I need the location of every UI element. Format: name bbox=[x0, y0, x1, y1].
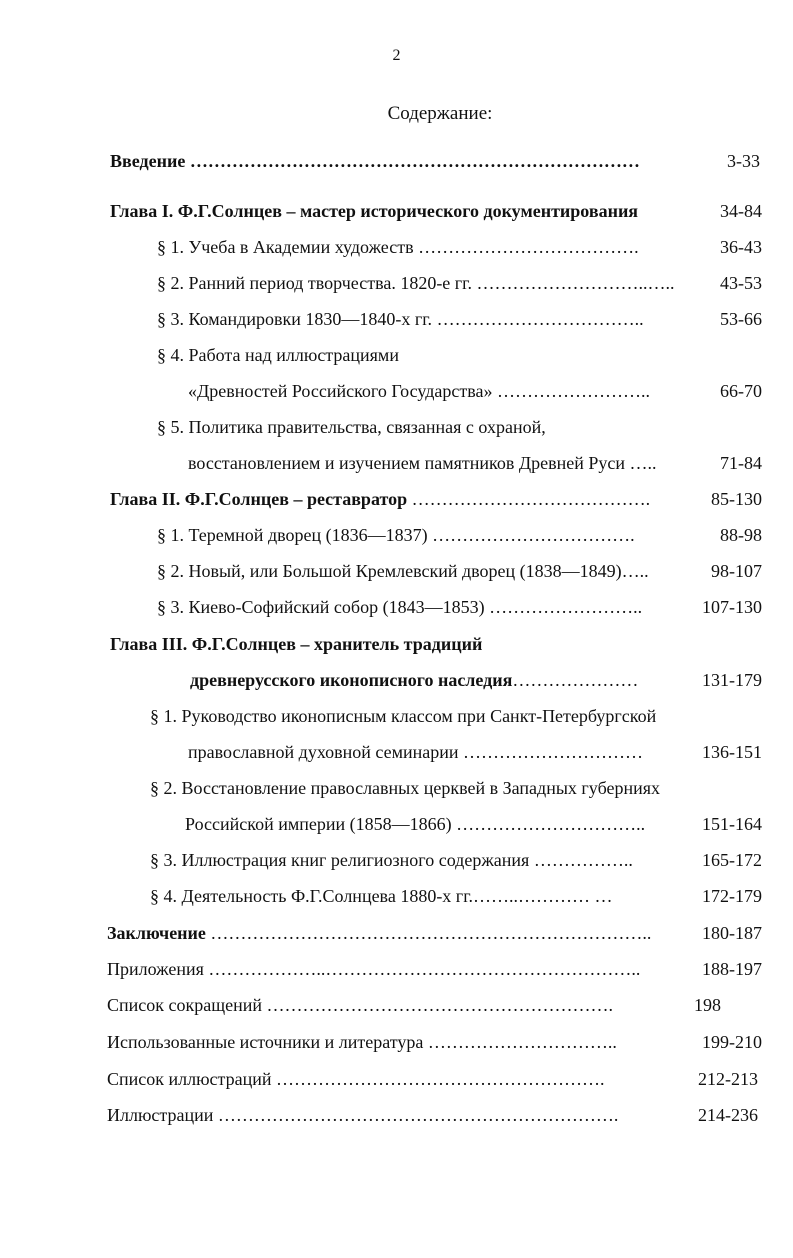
toc-leader: ………………………………………………. bbox=[271, 1069, 605, 1089]
toc-entry-pages: 212-213 bbox=[698, 1069, 758, 1089]
toc-entry-ch3-sec4[interactable] bbox=[150, 883, 762, 909]
toc-entry-text: Глава II. Ф.Г.Солнцев – реставратор bbox=[110, 489, 408, 509]
toc-entry-ch1-sec5-line2[interactable] bbox=[188, 450, 762, 476]
toc-entry-text: Введение bbox=[110, 151, 186, 171]
toc-leader: …………………….. bbox=[484, 597, 643, 617]
toc-entry-text: § 2. Новый, или Большой Кремлевский дворец (1838—1849) bbox=[157, 561, 622, 581]
toc-entry-illustrations[interactable] bbox=[107, 1102, 758, 1128]
toc-entry-ch1-sec5-line1[interactable] bbox=[157, 414, 762, 440]
toc-leader: …………………………….. bbox=[432, 309, 644, 329]
toc-leader: ……………………………. bbox=[427, 525, 635, 545]
toc-leader: ………………………….. bbox=[423, 1032, 617, 1052]
toc-entry-ch3-sec2-line2[interactable] bbox=[185, 811, 762, 837]
toc-entry-pages: 3-33 bbox=[727, 151, 760, 171]
toc-entry-text: § 5. Политика правительства, связанная с охраной, bbox=[157, 417, 546, 437]
toc-entry-pages: 36-43 bbox=[720, 237, 762, 257]
toc-entry-text: § 1. Теремной дворец (1836—1837) bbox=[157, 525, 428, 545]
toc-entry-text: Глава I. Ф.Г.Солнцев – мастер исторического документирования bbox=[110, 201, 639, 221]
page-number: 2 bbox=[392, 47, 401, 64]
toc-leader: …………………………………………………………. bbox=[213, 1105, 619, 1125]
toc-leader: ………………………………………………………………… bbox=[189, 151, 640, 171]
toc-entry-text: § 4. Деятельность Ф.Г.Солнцева 1880-х гг. bbox=[150, 886, 474, 906]
page-title: Содержание: bbox=[387, 103, 493, 124]
toc-entry-text: § 1. Руководство иконописным классом при Санкт-Петербургской bbox=[150, 706, 657, 726]
toc-entry-ch3-sec1-line1[interactable] bbox=[150, 703, 762, 729]
toc-entry-pages: 34-84 bbox=[720, 201, 762, 221]
toc-entry-text: Заключение bbox=[107, 923, 206, 943]
toc-entry-text: древнерусского иконописного наследия bbox=[190, 670, 513, 690]
toc-entry-text: православной духовной семинарии bbox=[188, 742, 459, 762]
toc-entry-text: Приложения bbox=[107, 959, 204, 979]
toc-entry-text: § 2. Восстановление православных церквей в Западных губерниях bbox=[150, 778, 661, 798]
toc-entry-ch2-sec1[interactable] bbox=[157, 522, 762, 548]
toc-entry-text: Использованные источники и литература bbox=[107, 1032, 424, 1052]
toc-leader: ………………………… bbox=[458, 742, 644, 762]
toc-leader: ……………………………………………………………….. bbox=[205, 923, 652, 943]
toc-leader: ………………………….. bbox=[451, 814, 646, 834]
toc-entry-ch3-sec2-line1[interactable] bbox=[150, 775, 762, 801]
toc-entry-text: § 3. Командировки 1830—1840-х гг. bbox=[157, 309, 433, 329]
toc-entry-pages: 98-107 bbox=[711, 561, 762, 581]
toc-entry-chapter-3-line2[interactable] bbox=[190, 667, 762, 693]
toc-leader: …………….. bbox=[529, 850, 633, 870]
toc-entry-abbreviations[interactable] bbox=[107, 992, 762, 1018]
toc-entry-sources[interactable] bbox=[107, 1029, 762, 1055]
toc-entry-pages: 88-98 bbox=[720, 525, 762, 545]
toc-entry-text: Глава III. Ф.Г.Солнцев – хранитель традиций bbox=[110, 634, 483, 654]
toc-entry-illustrations-list[interactable] bbox=[107, 1066, 758, 1092]
toc-entry-chapter-3-line1[interactable] bbox=[110, 631, 762, 657]
toc-entry-pages: 198 bbox=[694, 995, 721, 1015]
toc-entry-text: «Древностей Российского Государства» bbox=[188, 381, 493, 401]
toc-entry-ch3-sec3[interactable] bbox=[150, 847, 762, 873]
toc-entry-text: Список сокращений bbox=[107, 995, 262, 1015]
toc-entry-pages: 180-187 bbox=[702, 923, 762, 943]
toc-entry-appendices[interactable] bbox=[107, 956, 762, 982]
toc-entry-pages: 188-197 bbox=[702, 959, 762, 979]
toc-leader: ………………………..….. bbox=[472, 273, 675, 293]
toc-entry-text: § 2. Ранний период творчества. 1820-е гг. bbox=[157, 273, 473, 293]
toc-leader: …………………………………………………. bbox=[261, 995, 613, 1015]
toc-entry-text: § 4. Работа над иллюстрациями bbox=[157, 345, 399, 365]
toc-entry-pages: 131-179 bbox=[702, 670, 762, 690]
toc-entry-pages: 214-236 bbox=[698, 1105, 758, 1125]
toc-entry-ch1-sec2[interactable] bbox=[157, 270, 762, 296]
toc-entry-ch1-sec3[interactable] bbox=[157, 306, 762, 332]
toc-entry-pages: 172-179 bbox=[702, 886, 762, 906]
toc-leader: ….. bbox=[624, 453, 657, 473]
toc-entry-chapter-1[interactable] bbox=[110, 198, 762, 224]
toc-entry-ch2-sec3[interactable] bbox=[157, 594, 762, 620]
toc-entry-ch1-sec4-line2[interactable] bbox=[188, 378, 762, 404]
toc-leader: …………………….. bbox=[492, 381, 650, 401]
toc-entry-text: § 3. Киево-Софийский собор (1843—1853) bbox=[157, 597, 485, 617]
toc-entry-ch3-sec1-line2[interactable] bbox=[188, 739, 762, 765]
toc-entry-ch1-sec4-line1[interactable] bbox=[157, 342, 762, 368]
toc-entry-pages: 165-172 bbox=[702, 850, 762, 870]
toc-entry-pages: 66-70 bbox=[720, 381, 762, 401]
toc-leader: ………………… bbox=[512, 670, 639, 690]
toc-entry-text: Иллюстрации bbox=[107, 1105, 214, 1125]
toc-entry-text: § 3. Иллюстрация книг религиозного содержания bbox=[150, 850, 530, 870]
toc-entry-text: восстановлением и изучением памятников Древней Руси bbox=[188, 453, 625, 473]
toc-leader: …………………………………. bbox=[407, 489, 651, 509]
toc-entry-pages: 53-66 bbox=[720, 309, 762, 329]
toc-entry-pages: 71-84 bbox=[720, 453, 762, 473]
toc-entry-pages: 136-151 bbox=[702, 742, 762, 762]
toc-entry-ch2-sec2[interactable] bbox=[157, 558, 762, 584]
toc-entry-text: Список иллюстраций bbox=[107, 1069, 272, 1089]
toc-entry-pages: 43-53 bbox=[720, 273, 762, 293]
toc-leader: ………………………………. bbox=[413, 237, 639, 257]
toc-entry-pages: 151-164 bbox=[702, 814, 762, 834]
toc-entry-intro[interactable] bbox=[110, 148, 760, 174]
toc-entry-chapter-2[interactable] bbox=[110, 486, 762, 512]
toc-entry-pages: 107-130 bbox=[702, 597, 762, 617]
toc-entry-text: § 1. Учеба в Академии художеств bbox=[157, 237, 414, 257]
toc-leader: ……..………… … bbox=[473, 886, 613, 906]
toc-entry-pages: 85-130 bbox=[711, 489, 762, 509]
toc-leader: ………………..…………………………………………….. bbox=[203, 959, 641, 979]
toc-entry-text: Российской империи (1858—1866) bbox=[185, 814, 452, 834]
toc-leader: ….. bbox=[621, 561, 649, 581]
toc-entry-conclusion[interactable] bbox=[107, 920, 762, 946]
toc-entry-ch1-sec1[interactable] bbox=[157, 234, 762, 260]
toc-entry-pages: 199-210 bbox=[702, 1032, 762, 1052]
